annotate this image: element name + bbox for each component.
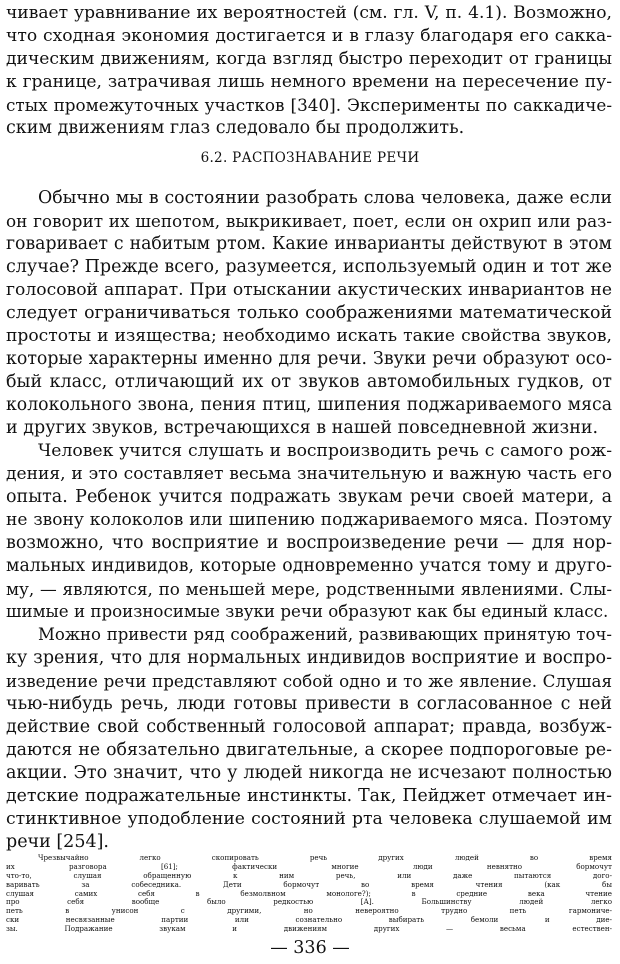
paragraph-line: зы. Подражание звукам и движениям других — весьма естествен-: [6, 925, 612, 934]
paragraph-line: Человек учится слушать и воспроизводить речь с самого рож-: [38, 441, 612, 461]
paragraph-line: их разговора [61]; фактически многие люди невнятно бормочут: [6, 862, 612, 871]
page-number: — 336 —: [270, 938, 350, 958]
intro-line: чивает уравнивание их вероятностей (см. гл. V, п. 4.1). Возможно,: [6, 3, 612, 23]
paragraph-line: простоты и изящества; необходимо искать такие свойства звуков,: [6, 326, 612, 346]
paragraph-line: случае? Прежде всего, разумеется, используемый один и тот же: [6, 257, 612, 277]
paragraph-line: голосовой аппарат. При отыскании акустических инвариантов не: [6, 280, 612, 300]
paragraph-line: петь в унисон с другими, но невероятно трудно петь гармониче-: [6, 907, 612, 916]
paragraph-line: про себя вообще было редкостью [А]. Большинству людей легко: [6, 898, 612, 907]
paragraph-line: даются не обязательно двигательные, а скорее подпороговые ре-: [6, 740, 612, 760]
paragraph-line: слушая самих себя в безмолвном монологе?); в средние века чтение: [6, 889, 612, 898]
paragraph-line: акции. Это значит, что у людей никогда не исчезают полностью: [6, 763, 612, 783]
paragraph-line: стинктивное уподобление состояний рта человека слушаемой им: [6, 809, 612, 829]
paragraph-line: му, — являются, по меньшей мере, родственными явлениями. Слы-: [6, 579, 612, 599]
intro-line: дическим движениям, когда взгляд быстро переходит от границы: [6, 49, 612, 69]
paragraph-line: он говорит их шепотом, выкрикивает, поет, если он охрип или раз-: [6, 211, 612, 231]
paragraph-line: изведение речи представляют собой одно и то же явление. Слушая: [6, 671, 612, 691]
paragraph-line: Обычно мы в состоянии разобрать слова человека, даже если: [38, 188, 612, 208]
paragraph-line: колокольного звона, пения птиц, шипения поджариваемого мяса: [6, 395, 612, 415]
paragraph-line: чью-нибудь речь, люди готовы привести в согласованное с ней: [6, 694, 612, 714]
section-heading: 6.2. РАСПОЗНАВАНИЕ РЕЧИ: [200, 150, 420, 166]
intro-line: стых промежуточных участков [340]. Эксперименты по саккадиче-: [6, 95, 612, 115]
paragraph-line: речи [254].: [6, 832, 109, 852]
intro-line: что сходная экономия достигается и в глазу благодаря его саккa-: [6, 26, 612, 46]
paragraph-line: варивать за собеседника. Дети бормочут во время чтения (как бы: [6, 880, 612, 889]
paragraph-line: не звону колоколов или шипению поджариваемого мяса. Поэтому: [6, 510, 612, 530]
paragraph-line: действие свой собственный голосовой аппарат; правда, возбуж-: [6, 717, 612, 737]
paragraph-line: опыта. Ребенок учится подражать звукам речи своей матери, а: [6, 487, 612, 507]
paragraph-line: ку зрения, что для нормальных индивидов восприятие и воспро-: [6, 648, 612, 668]
paragraph-line: следует ограничиваться только соображениями математической: [6, 303, 612, 323]
paragraph-line: Можно привести ряд соображений, развивающих принятую точ-: [38, 625, 612, 644]
intro-line: ским движениям глаз следовало бы продолжить.: [6, 118, 465, 138]
paragraph-line: детские подражательные инстинкты. Так, Пейджет отмечает ин-: [6, 786, 612, 806]
paragraph-line: Чрезвычайно легко скопировать речь других людей во время: [38, 854, 612, 862]
paragraph-line: говаривает с набитым ртом. Какие инварианты действуют в этом: [6, 234, 612, 254]
paragraph-line: бый класс, отличающий их от звуков автомобильных гудков, от: [6, 372, 612, 392]
paragraph-line: что-то, слушая обращенную к ним речь, или даже пытаются дого-: [6, 871, 612, 880]
paragraph-line: и других звуков, встречающихся в нашей повседневной жизни.: [6, 418, 599, 438]
paragraph-line: которые характерны именно для речи. Звуки речи образуют осо-: [6, 349, 612, 369]
paragraph-line: ски несвязанные партии или сознательно выбирать бемоли и дие-: [6, 916, 612, 925]
intro-line: к границе, затрачивая лишь немного времени на пересечение пу-: [6, 72, 612, 92]
paragraph-line: мальных индивидов, которые одновременно учатся тому и друго-: [6, 556, 612, 576]
paragraph-line: дения, и это составляет весьма значительную и важную часть его: [6, 464, 612, 484]
paragraph-line: возможно, что восприятие и воспроизведение речи — для нор-: [6, 533, 612, 553]
paragraph-line: шимые и произносимые звуки речи образуют как бы единый класс.: [6, 602, 609, 621]
